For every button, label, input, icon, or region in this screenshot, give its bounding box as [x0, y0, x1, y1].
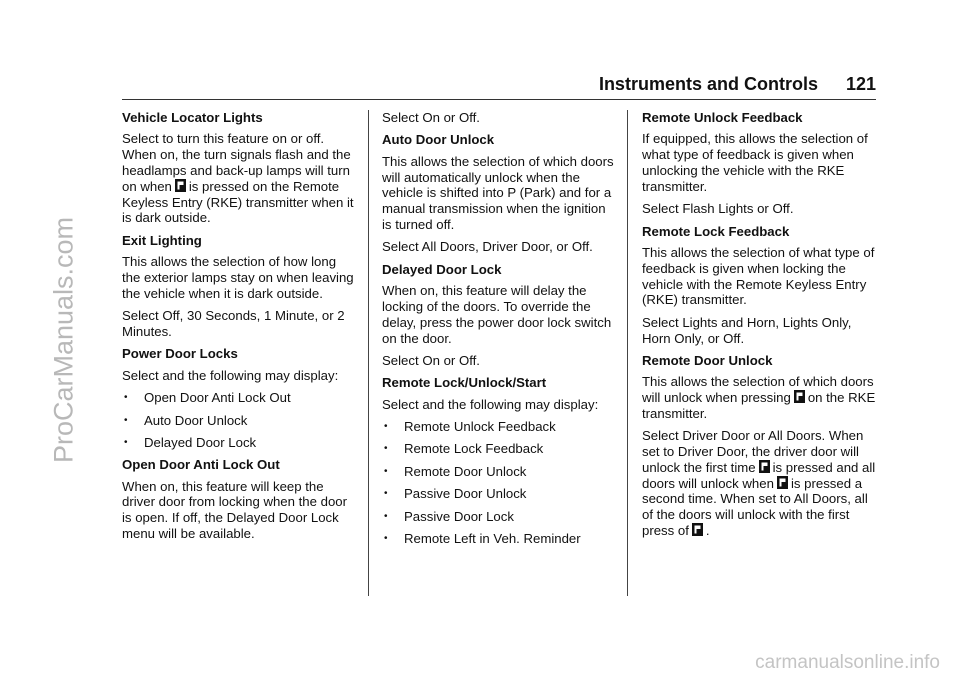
section-title: Instruments and Controls [598, 74, 818, 94]
power-door-locks-heading: Power Door Locks [122, 346, 238, 362]
column-divider [627, 110, 628, 596]
remote-door-unlock-text-a: This allows the selection of which doors will unlock when pressing [642, 374, 874, 406]
unlock-key-icon [794, 390, 805, 403]
remote-door-unlock-options-d: . [705, 523, 710, 539]
list-item: • Remote Lock Feedback [382, 441, 618, 457]
column-3 [642, 110, 880, 545]
vehicle-locator-heading: Vehicle Locator Lights [122, 110, 263, 125]
vehicle-locator-text-b: is pressed on the Remote Keyless Entry (RKE) transmitter when it is dark outside. [122, 178, 354, 226]
remote-lock-unlock-start-list [382, 419, 618, 547]
open-door-anti-lock-heading: Open Door Anti Lock Out [122, 457, 280, 473]
remote-door-unlock-text-b: on the RKE transmitter. [642, 390, 876, 421]
unlock-key-icon [777, 476, 788, 489]
page-number: 121 [845, 74, 876, 94]
remote-door-unlock-text [642, 374, 880, 421]
column-2 [382, 110, 618, 553]
list-item: • Open Door Anti Lock Out [122, 390, 354, 406]
exit-lighting-heading: Exit Lighting [122, 232, 202, 248]
select-on-off-text: Select On or Off. [382, 110, 480, 125]
delayed-door-lock-heading: Delayed Door Lock [382, 261, 502, 277]
header-rule [122, 99, 876, 100]
remote-lock-feedback-options: Select Lights and Horn, Lights Only, Horn Only, or Off. [642, 314, 852, 346]
list-item: • Passive Door Unlock [382, 486, 618, 502]
remote-door-unlock-options-a: Select Driver Door or All Doors. When set to Driver Door, the driver door will unlock the first time [642, 428, 864, 475]
remote-lock-feedback-text: This allows the selection of what type of feedback is given when locking the vehicle with the Remote Keyless Entry (RKE) transmitter. [642, 244, 875, 308]
vehicle-locator-text [122, 131, 354, 226]
unlock-key-icon [175, 179, 186, 192]
list-item: • Delayed Door Lock [122, 435, 354, 451]
remote-door-unlock-options-b: is pressed and all doors will unlock when [642, 459, 876, 491]
auto-door-unlock-options: Select All Doors, Driver Door, or Off. [382, 239, 593, 255]
page-header [122, 74, 876, 98]
delayed-door-lock-text: When on, this feature will delay the locking of the doors. To override the delay, press the power door lock switch on the door. [382, 283, 612, 346]
power-door-locks-text: Select and the following may display: [122, 367, 339, 383]
remote-unlock-feedback-heading: Remote Unlock Feedback [642, 110, 803, 125]
remote-unlock-feedback-options: Select Flash Lights or Off. [642, 201, 794, 217]
remote-lock-unlock-start-heading: Remote Lock/Unlock/Start [382, 375, 547, 391]
bottom-watermark: carmanualsonline.info [755, 652, 940, 673]
list-item: • Passive Door Lock [382, 509, 618, 525]
remote-unlock-feedback-text: If equipped, this allows the selection of what type of feedback is given when unlocking the vehicle with the RKE transmitter. [642, 131, 868, 194]
remote-lock-unlock-start-text: Select and the following may display: [382, 396, 599, 412]
side-watermark: ProCarManuals.com [48, 216, 79, 464]
remote-lock-feedback-heading: Remote Lock Feedback [642, 223, 790, 239]
auto-door-unlock-heading: Auto Door Unlock [382, 132, 495, 148]
column-1 [122, 110, 354, 548]
list-item: • Auto Door Unlock [122, 413, 354, 429]
list-item: • Remote Door Unlock [382, 464, 618, 480]
delayed-door-lock-options: Select On or Off. [382, 352, 480, 368]
list-item: • Remote Left in Veh. Reminder [382, 531, 618, 547]
remote-door-unlock-heading: Remote Door Unlock [642, 352, 773, 368]
remote-door-unlock-options [642, 428, 880, 539]
column-divider [368, 110, 369, 596]
unlock-key-icon [692, 523, 703, 536]
list-item: • Remote Unlock Feedback [382, 419, 618, 435]
power-door-locks-list [122, 390, 354, 451]
open-door-anti-lock-text: When on, this feature will keep the driver door from locking when the door is open. If off, the Delayed Door Lock menu will be available. [122, 478, 348, 542]
exit-lighting-options: Select Off, 30 Seconds, 1 Minute, or 2 Minutes. [122, 308, 345, 339]
auto-door-unlock-text: This allows the selection of which doors will automatically unlock when the vehicle is shifted into P (Park) and for a manual transmission when the ignition is turned off. [382, 153, 614, 232]
remote-door-unlock-options-c: is pressed a second time. When set to All Doors, all of the doors will unlock with the first press of [642, 475, 868, 539]
exit-lighting-text: This allows the selection of how long the exterior lamps stay on when leaving the vehicle when it is dark outside. [122, 254, 354, 301]
vehicle-locator-text-a: Select to turn this feature on or off. When on, the turn signals flash and the headlamps and back-up lamps will turn on when [122, 131, 351, 194]
unlock-key-icon [759, 460, 770, 473]
